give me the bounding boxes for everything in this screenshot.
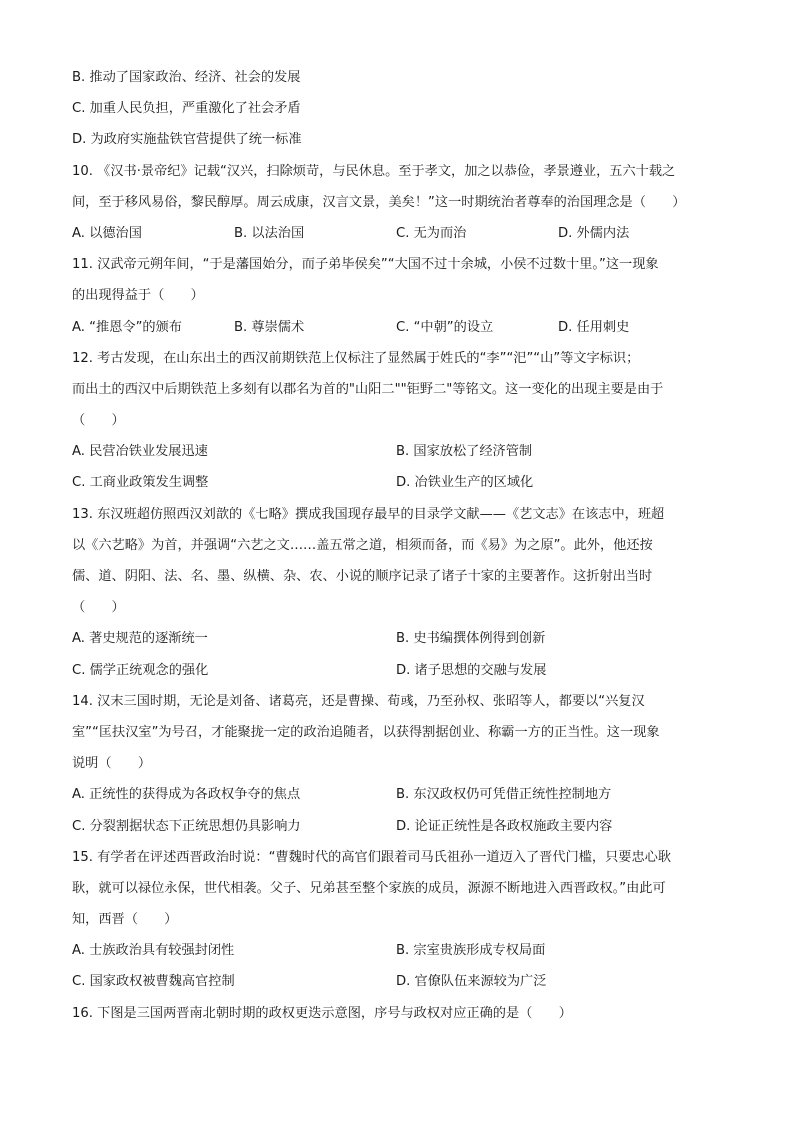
question-14 (72, 686, 732, 842)
q12-option-a: A. 民营冶铁业发展迅速 (72, 444, 208, 460)
q9-option-d: D. 为政府实施盐铁官营提供了统一标准 (72, 132, 302, 148)
q10-option-d: D. 外儒内法 (558, 225, 630, 241)
q10-option-c: C. 无为而治 (396, 225, 467, 241)
q14-stem-line: 14. 汉末三国时期，无论是刘备、诸葛亮，还是曹操、荀彧，乃至孙权、张昭等人，都要以“兴复汉 (72, 693, 645, 709)
q15-option-d: D. 官僚队伍来源较为广泛 (396, 974, 547, 990)
q13-options-row (72, 655, 732, 686)
q15-stem-line: 知，西晋（ ） (72, 912, 178, 928)
q12-options-row (72, 467, 732, 498)
question-10 (72, 156, 732, 250)
q11-option-b: B. 尊崇儒术 (234, 319, 305, 335)
q12-option-c: C. 工商业政策发生调整 (72, 475, 209, 491)
question-15 (72, 842, 732, 998)
exam-page (72, 62, 732, 1029)
q12-option-d: D. 冶铁业生产的区域化 (396, 475, 534, 491)
q14-option-b: B. 东汉政权仍可凭借正统性控制地方 (396, 787, 612, 803)
q13-stem-line: 儒、道、阴阳、法、名、墨、纵横、杂、农、小说的顺序记录了诸子十家的主要著作。这折射出当时 (72, 569, 653, 584)
q15-option-c: C. 国家政权被曹魏高官控制 (72, 974, 235, 990)
q13-options-row (72, 623, 732, 654)
q12-stem-line: 而出土的西汉中后期铁范上多刻有以郡名为首的"山阳二""钜野二"等铭文。这一变化的出现主要是由于 (72, 381, 664, 397)
q13-option-d: D. 诸子思想的交融与发展 (396, 662, 547, 678)
q14-stem-line: 说明（ ） (72, 756, 152, 772)
question-9-options (72, 62, 732, 156)
q13-option-b: B. 史书编撰体例得到创新 (396, 631, 546, 647)
q12-option-b: B. 国家放松了经济管制 (396, 444, 533, 460)
q15-options-row (72, 935, 732, 966)
q11-option-a: A. “推恩令”的颁布 (72, 319, 182, 335)
q13-stem-line: （ ） (72, 600, 125, 616)
q12-stem-line: 12. 考古发现，在山东出土的西汉前期铁范上仅标注了显然属于姓氏的“李”“汜”“山”等文字标识； (72, 350, 640, 366)
q14-options-row (72, 811, 732, 842)
q10-stem-line: 10. 《汉书·景帝纪》记载“汉兴，扫除烦苛，与民休息。至于孝文，加之以恭俭，孝景遵业，五六十载之 (72, 163, 676, 179)
q13-stem-line: 13. 东汉班超仿照西汉刘歆的《七略》撰成我国现存最早的目录学文献——《艺文志》在该志中，班超 (72, 506, 665, 522)
q15-stem-line: 耿，就可以禄位永保，世代相袭。父子、兄弟甚至整个家族的成员，源源不断地进入西晋政权。”由此可 (72, 880, 666, 896)
q9-option-b: B. 推动了国家政治、经济、社会的发展 (72, 70, 301, 85)
question-12 (72, 343, 732, 499)
q13-option-c: C. 儒学正统观念的强化 (72, 662, 209, 678)
q11-option-d: D. 任用刺史 (558, 319, 630, 335)
q15-stem-line: 15. 有学者在评述西晋政治时说：“曹魏时代的高官们跟着司马氏祖孙一道迈入了晋代门槛，只要忠心耿 (72, 849, 672, 865)
q15-option-b: B. 宗室贵族形成专权局面 (396, 943, 546, 959)
q11-stem-line: 的出现得益于（ ） (72, 288, 204, 304)
q10-stem-line: 间，至于移风易俗，黎民醇厚。周云成康，汉言文景，美矣！”这一时期统治者尊奉的治国理念是（ ） (72, 194, 686, 210)
q14-options-row (72, 779, 732, 810)
q10-option-a: A. 以德治国 (72, 225, 142, 241)
q14-option-d: D. 论证正统性是各政权施政主要内容 (396, 818, 613, 834)
q11-options (72, 312, 732, 343)
q14-stem-line: 室”“匡扶汉室”为号召，才能聚拢一定的政治追随者，以获得割据创业、称霸一方的正当性。这一现象 (72, 724, 660, 740)
question-11 (72, 249, 732, 343)
q10-options (72, 218, 732, 249)
q10-option-b: B. 以法治国 (234, 225, 305, 241)
q12-stem-line: （ ） (72, 413, 125, 429)
q15-option-a: A. 士族政治具有较强封闭性 (72, 943, 235, 959)
q15-options-row (72, 966, 732, 997)
question-13 (72, 499, 732, 686)
q13-stem-line: 以《六艺略》为首，并强调“六艺之文……盖五常之道，相须而备，而《易》为之原”。此外，他还按 (72, 537, 653, 553)
q14-option-c: C. 分裂割据状态下正统思想仍具影响力 (72, 818, 301, 834)
q16-stem-line: 16. 下图是三国两晋南北朝时期的政权更迭示意图，序号与政权对应正确的是（ ） (72, 1005, 572, 1021)
q13-option-a: A. 著史规范的逐渐统一 (72, 631, 208, 647)
q11-option-c: C. “中朝”的设立 (396, 319, 494, 335)
q14-option-a: A. 正统性的获得成为各政权争夺的焦点 (72, 787, 301, 803)
q12-options-row (72, 436, 732, 467)
q9-option-c: C. 加重人民负担，严重激化了社会矛盾 (72, 101, 301, 117)
q11-stem-line: 11. 汉武帝元朔年间，“于是藩国始分，而子弟毕侯矣”“大国不过十余城，小侯不过数十里。”这一现象 (72, 257, 659, 273)
question-16 (72, 998, 732, 1029)
